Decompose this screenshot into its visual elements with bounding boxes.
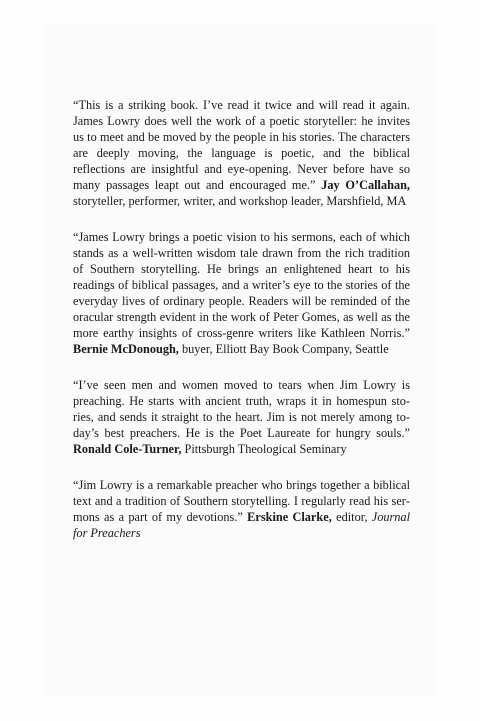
endorser-name: Jay O’Callahan, xyxy=(321,178,411,192)
endorsements-section xyxy=(73,97,410,561)
endorser-name: Bernie McDonough, xyxy=(73,342,179,356)
endorser-publication: Journal for Preachers xyxy=(73,510,410,540)
endorsement-quote: “Jim Lowry is a remarkable preacher who brings together a biblical text and a tradition of Southern storytelling. I regularly read his sermons as a part of my devotions.” xyxy=(73,478,410,524)
endorser-affiliation: Pittsburgh Theological Seminary xyxy=(184,442,347,456)
endorsement xyxy=(73,97,410,209)
endorser-affiliation: editor, xyxy=(336,510,368,524)
endorsement xyxy=(73,229,410,357)
endorsement xyxy=(73,377,410,457)
endorsement xyxy=(73,477,410,541)
endorser-affiliation: buyer, Elliott Bay Book Company, Seattle xyxy=(181,342,389,356)
endorser-affiliation: storyteller, performer, writer, and workshop leader, Marshfield, MA xyxy=(73,194,407,208)
endorsement-quote: “I’ve seen men and women moved to tears when Jim Lowry is preaching. He starts with ancient truth, wraps it in homespun stories, and sends it straight to the heart. Jim is not merely among today’s best preachers. He is the Poet Laureate for hungry souls.” xyxy=(73,378,410,440)
endorsement-quote: “James Lowry brings a poetic vision to his sermons, each of which stands as a well-written wisdom tale drawn from the rich tradition of Southern storytelling. He brings an enlightened heart to his readings of biblical passages, and a writer’s eye to the stories of the everyday lives of ordinary people. Readers will be reminded of the oracular strength evident in the work of Peter Gomes, as well as the more earthy insights of cross-genre writers like Kathleen Norris.” xyxy=(73,230,410,340)
endorsement-quote: “This is a striking book. I’ve read it twice and will read it again. James Lowry does well the work of a poetic storyteller: he invites us to meet and be moved by the people in his stories. The characters are deeply moving, the language is poetic, and the biblical reflections are insightful and eye-opening. Never before have so many passages leapt out and encouraged me.” xyxy=(73,98,410,192)
endorser-name: Erskine Clarke, xyxy=(247,510,332,524)
endorser-name: Ronald Cole-Turner, xyxy=(73,442,182,456)
